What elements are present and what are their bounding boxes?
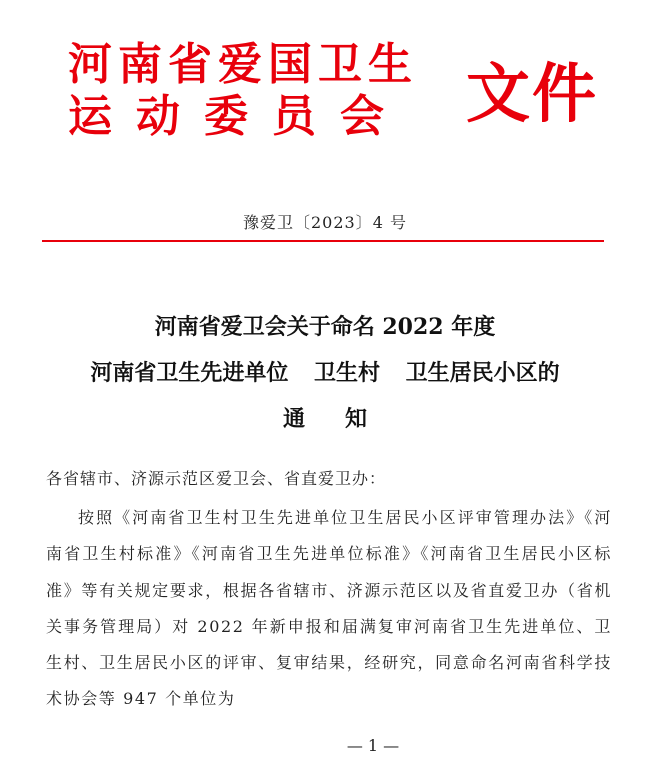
document-number: 豫爱卫〔2023〕4 号 [243, 213, 407, 232]
page-number: — 1 — [346, 736, 400, 755]
document-masthead [68, 39, 598, 142]
notice-title-line-3: 通知 [282, 406, 407, 432]
issuing-organization-line-1: 河南省爱国卫生 [68, 39, 418, 90]
notice-title-line-1: 河南省爱卫会关于命名 2022 年度 [154, 314, 496, 340]
salutation: 各省辖市、济源示范区爱卫会、省直爱卫办： [46, 469, 387, 488]
issuing-organization-line-2: 运动委员会 [68, 91, 408, 142]
document-label: 文件 [466, 58, 598, 132]
body-paragraph: 按照《河南省卫生村卫生先进单位卫生居民小区评审管理办法》《河南省卫生村标准》《河南省卫生先进单位标准》《河南省卫生居民小区标准》等有关规定要求，根据各省辖市、济源示范区以及省直爱卫办（省机关事务管理局）对 2022 年新申报和届满复审河南省卫生先进单位、卫生村、卫生居民小区的评审、复审结果，经研究，同意命名河南省科学技术协会等 947 个单位为 [46, 508, 612, 709]
red-separator-line [42, 240, 604, 242]
notice-title-line-2: 河南省卫生先进单位 卫生村 卫生居民小区的 [90, 360, 560, 386]
